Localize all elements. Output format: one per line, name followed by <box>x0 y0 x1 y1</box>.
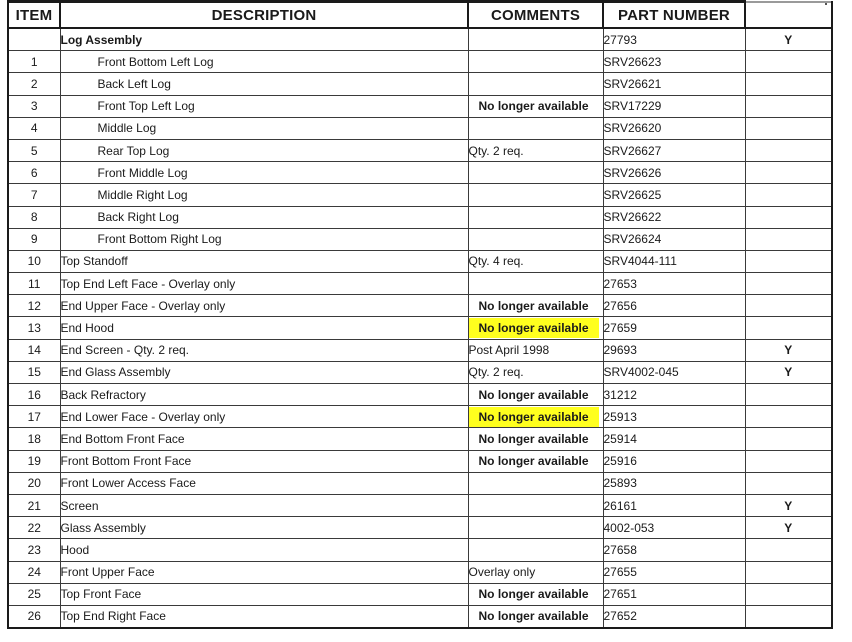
description-cell: Rear Top Log <box>60 139 468 161</box>
flag-cell <box>745 561 832 583</box>
part-number-cell: 27652 <box>603 605 745 628</box>
item-number-cell: 5 <box>8 139 60 161</box>
comments-cell: Qty. 2 req. <box>468 361 603 383</box>
comments-cell: Overlay only <box>468 561 603 583</box>
item-number-cell: 16 <box>8 384 60 406</box>
item-number-cell: 3 <box>8 95 60 117</box>
item-number-cell: 1 <box>8 51 60 73</box>
header-comments: COMMENTS <box>468 2 603 29</box>
part-number-cell: 27659 <box>603 317 745 339</box>
comments-cell <box>468 73 603 95</box>
item-number-cell: 13 <box>8 317 60 339</box>
flag-cell <box>745 95 832 117</box>
item-number-cell: 10 <box>8 250 60 272</box>
header-extra-mark <box>825 3 827 5</box>
table-row <box>8 273 832 295</box>
table-row <box>8 406 832 428</box>
comments-cell: No longer available <box>468 95 603 117</box>
part-number-cell: SRV4044-111 <box>603 250 745 272</box>
table-row <box>8 95 832 117</box>
table-row <box>8 517 832 539</box>
table-row <box>8 184 832 206</box>
comments-cell: No longer available <box>468 450 603 472</box>
table-body <box>8 28 832 628</box>
description-cell: Top Standoff <box>60 250 468 272</box>
comments-cell <box>468 28 603 51</box>
description-cell: Log Assembly <box>60 28 468 51</box>
item-number-cell: 15 <box>8 361 60 383</box>
table-row <box>8 428 832 450</box>
table-row <box>8 583 832 605</box>
comments-cell <box>468 494 603 516</box>
flag-cell <box>745 406 832 428</box>
table-row <box>8 472 832 494</box>
item-number-cell: 17 <box>8 406 60 428</box>
flag-cell <box>745 539 832 561</box>
part-number-cell: SRV26623 <box>603 51 745 73</box>
table-row <box>8 295 832 317</box>
flag-cell <box>745 162 832 184</box>
item-number-cell: 26 <box>8 605 60 628</box>
comments-cell: No longer available <box>468 428 603 450</box>
item-number-cell: 24 <box>8 561 60 583</box>
flag-cell: Y <box>745 339 832 361</box>
comments-cell <box>468 51 603 73</box>
description-cell: End Upper Face - Overlay only <box>60 295 468 317</box>
table-row <box>8 494 832 516</box>
part-number-cell: 25916 <box>603 450 745 472</box>
comments-cell: No longer available <box>468 295 603 317</box>
flag-cell: Y <box>745 28 832 51</box>
header-extra <box>745 2 832 29</box>
description-cell: Back Right Log <box>60 206 468 228</box>
comments-cell: No longer available <box>468 583 603 605</box>
part-number-cell: 25914 <box>603 428 745 450</box>
part-number-cell: SRV26627 <box>603 139 745 161</box>
description-cell: Hood <box>60 539 468 561</box>
part-number-cell: SRV26625 <box>603 184 745 206</box>
comments-cell <box>468 517 603 539</box>
comments-cell <box>468 184 603 206</box>
table-row <box>8 250 832 272</box>
table-row <box>8 361 832 383</box>
item-number-cell: 2 <box>8 73 60 95</box>
table-row <box>8 339 832 361</box>
flag-cell <box>745 605 832 628</box>
flag-cell: Y <box>745 494 832 516</box>
table-row <box>8 228 832 250</box>
table-row <box>8 539 832 561</box>
flag-cell <box>745 184 832 206</box>
table-row <box>8 28 832 51</box>
description-cell: Front Bottom Left Log <box>60 51 468 73</box>
part-number-cell: SRV4002-045 <box>603 361 745 383</box>
part-number-cell: 26161 <box>603 494 745 516</box>
item-number-cell: 22 <box>8 517 60 539</box>
flag-cell <box>745 472 832 494</box>
table-row <box>8 117 832 139</box>
flag-cell <box>745 317 832 339</box>
part-number-cell: 29693 <box>603 339 745 361</box>
flag-cell <box>745 273 832 295</box>
flag-cell: Y <box>745 361 832 383</box>
comments-cell <box>468 539 603 561</box>
comments-cell: No longer available <box>468 605 603 628</box>
comments-cell <box>468 206 603 228</box>
flag-cell <box>745 117 832 139</box>
flag-cell <box>745 139 832 161</box>
description-cell: Middle Right Log <box>60 184 468 206</box>
part-number-cell: 27656 <box>603 295 745 317</box>
part-number-cell: 27655 <box>603 561 745 583</box>
description-cell: Front Upper Face <box>60 561 468 583</box>
flag-cell <box>745 228 832 250</box>
highlighted-comment: No longer available <box>469 318 599 338</box>
part-number-cell: 25913 <box>603 406 745 428</box>
highlighted-comment: No longer available <box>469 407 599 427</box>
part-number-cell: 25893 <box>603 472 745 494</box>
item-number-cell: 8 <box>8 206 60 228</box>
description-cell: Front Bottom Front Face <box>60 450 468 472</box>
description-cell: End Glass Assembly <box>60 361 468 383</box>
flag-cell <box>745 450 832 472</box>
description-cell: Top End Left Face - Overlay only <box>60 273 468 295</box>
comments-cell <box>468 317 603 339</box>
item-number-cell: 4 <box>8 117 60 139</box>
comments-cell <box>468 162 603 184</box>
part-number-cell: 27793 <box>603 28 745 51</box>
header-description: DESCRIPTION <box>60 2 468 29</box>
flag-cell <box>745 73 832 95</box>
description-cell: Back Left Log <box>60 73 468 95</box>
comments-cell <box>468 406 603 428</box>
comments-cell <box>468 472 603 494</box>
part-number-cell: 4002-053 <box>603 517 745 539</box>
table-row <box>8 139 832 161</box>
parts-list-sheet <box>7 0 831 638</box>
header-part-number: PART NUMBER <box>603 2 745 29</box>
description-cell: Front Top Left Log <box>60 95 468 117</box>
item-number-cell: 11 <box>8 273 60 295</box>
header-item: ITEM <box>8 2 60 29</box>
table-header <box>8 2 832 29</box>
part-number-cell: 27651 <box>603 583 745 605</box>
comments-cell: Qty. 2 req. <box>468 139 603 161</box>
table-row <box>8 51 832 73</box>
flag-cell <box>745 51 832 73</box>
item-number-cell: 20 <box>8 472 60 494</box>
description-cell: End Lower Face - Overlay only <box>60 406 468 428</box>
table-row <box>8 384 832 406</box>
item-number-cell: 25 <box>8 583 60 605</box>
comments-cell <box>468 273 603 295</box>
table-row <box>8 605 832 628</box>
comments-cell <box>468 228 603 250</box>
flag-cell <box>745 583 832 605</box>
description-cell: Front Middle Log <box>60 162 468 184</box>
header-row <box>8 2 832 29</box>
comments-cell <box>468 117 603 139</box>
item-number-cell: 14 <box>8 339 60 361</box>
item-number-cell: 21 <box>8 494 60 516</box>
flag-cell: Y <box>745 517 832 539</box>
flag-cell <box>745 206 832 228</box>
flag-cell <box>745 250 832 272</box>
flag-cell <box>745 295 832 317</box>
part-number-cell: 27658 <box>603 539 745 561</box>
item-number-cell: 23 <box>8 539 60 561</box>
item-number-cell: 7 <box>8 184 60 206</box>
table-row <box>8 450 832 472</box>
part-number-cell: SRV26620 <box>603 117 745 139</box>
description-cell: Glass Assembly <box>60 517 468 539</box>
table-row <box>8 206 832 228</box>
part-number-cell: SRV26622 <box>603 206 745 228</box>
part-number-cell: SRV26624 <box>603 228 745 250</box>
flag-cell <box>745 384 832 406</box>
table-row <box>8 561 832 583</box>
description-cell: Front Lower Access Face <box>60 472 468 494</box>
table-row <box>8 73 832 95</box>
item-number-cell <box>8 28 60 51</box>
description-cell: Back Refractory <box>60 384 468 406</box>
part-number-cell: SRV26626 <box>603 162 745 184</box>
parts-table <box>7 0 833 629</box>
item-number-cell: 19 <box>8 450 60 472</box>
comments-cell: Qty. 4 req. <box>468 250 603 272</box>
item-number-cell: 12 <box>8 295 60 317</box>
description-cell: Front Bottom Right Log <box>60 228 468 250</box>
description-cell: End Hood <box>60 317 468 339</box>
description-cell: End Screen - Qty. 2 req. <box>60 339 468 361</box>
table-row <box>8 162 832 184</box>
flag-cell <box>745 428 832 450</box>
description-cell: Screen <box>60 494 468 516</box>
table-row <box>8 317 832 339</box>
description-cell: Top Front Face <box>60 583 468 605</box>
description-cell: Middle Log <box>60 117 468 139</box>
description-cell: End Bottom Front Face <box>60 428 468 450</box>
item-number-cell: 6 <box>8 162 60 184</box>
part-number-cell: SRV17229 <box>603 95 745 117</box>
item-number-cell: 18 <box>8 428 60 450</box>
comments-cell: Post April 1998 <box>468 339 603 361</box>
part-number-cell: 27653 <box>603 273 745 295</box>
item-number-cell: 9 <box>8 228 60 250</box>
part-number-cell: 31212 <box>603 384 745 406</box>
comments-cell: No longer available <box>468 384 603 406</box>
part-number-cell: SRV26621 <box>603 73 745 95</box>
description-cell: Top End Right Face <box>60 605 468 628</box>
